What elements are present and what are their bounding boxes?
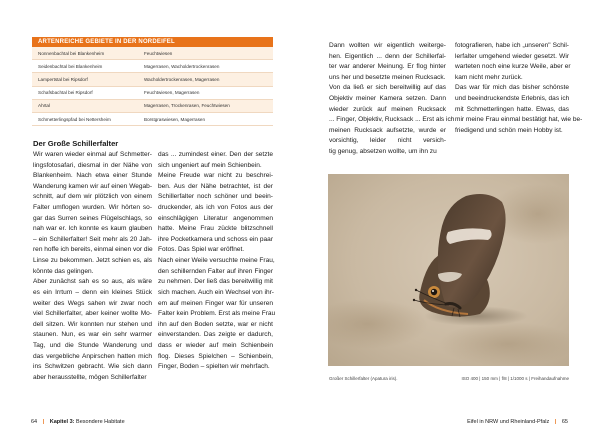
table-cell-habitat: Magerrasen, Wacholdertrockenrasen (144, 63, 220, 69)
butterfly-photo (328, 174, 569, 366)
text-line: lingsfotosafari, diesmal in der Nähe von (33, 161, 152, 169)
table-cell-habitat: Wacholdertrockenrasen, Magerrasen (144, 76, 220, 82)
text-line: einschlägigen Literatur angenommen (158, 214, 273, 222)
text-line: es ein Irrtum – denn ein kleines Stück (33, 288, 152, 296)
table-row (32, 47, 273, 60)
text-line: sich machen. Auch ein Wechsel von ihr- (158, 288, 274, 296)
table-cell-place: Schmetterlingspfad bei Nettersheim (38, 116, 111, 122)
text-line: gar das Surren seines Flügelschlags, so (33, 214, 152, 222)
text-line: druckender, als ich von Fotos aus der (158, 204, 273, 212)
table-cell-place: Nonnenbachtal bei Blankenheim (38, 50, 105, 56)
text-line: aber herausstellte, mögen Schillerfalter (33, 373, 147, 381)
text-line: Von da ließ er sich bereitwillig auf das (329, 84, 446, 92)
article-heading: Der Große Schillerfalter (33, 139, 119, 148)
text-line: – ein Schillerfalter! Seit mehr als 20 Jah- (33, 235, 152, 243)
text-line: Fotos. Das Spiel war eröffnet. (158, 246, 245, 254)
photo-caption: Großer Schillerfalter (Apatura iris). (329, 376, 398, 381)
text-line: Nach einer Weile versuchte meine Frau, (158, 257, 275, 265)
text-line: Tag, und die Stunde Wanderung und (33, 341, 152, 349)
table-body (32, 47, 273, 126)
table-cell-habitat: Magerrasen, Trockenrasen, Feuchtwiesen (144, 103, 230, 109)
text-line: Blankenheim. Nach etwa einer Stunde (33, 172, 152, 180)
text-column-1 (33, 150, 152, 383)
text-line: ihn auf den Boden setzte, war er nicht (158, 320, 273, 328)
text-line: sich ungeniert auf mein Schienbein. (158, 161, 262, 169)
text-line: warteten noch eine kurze Weile, aber er (455, 63, 571, 71)
text-line: ihre Pocketkamera und schoss ein paar (158, 235, 273, 243)
table-title: ARTENREICHE GEBIETE IN DER NORDEIFEL (32, 37, 273, 47)
text-line: das ... zumindest einer. Den der setzte (158, 151, 273, 158)
text-line: Wir waren wieder einmal auf Schmetter- (33, 151, 152, 158)
text-line: das vergebliche Anpirschen hatten mich (33, 352, 152, 360)
text-line: Falter kein Problem. Erst als meine Frau (158, 310, 276, 318)
text-line: staunen. Nun, es war ein sehr warmer (33, 331, 152, 339)
text-line: mir meine Frau einmal bestätigt hat, wie be- (455, 116, 583, 124)
text-line: einverstanden. Das zeigte er dadurch, (158, 331, 273, 339)
page-number-right: 65 (561, 419, 568, 425)
text-column-4 (455, 41, 583, 136)
footer-separator: | (554, 419, 557, 425)
text-line: Das war für mich das bisher schönste (455, 84, 569, 92)
text-line: ins Schwitzen gebracht. Wie sich dann (33, 363, 152, 371)
text-column-2 (158, 150, 276, 373)
text-line: kam nicht mehr zurück. (455, 73, 523, 81)
text-line: ... Finger, Objektiv, Rucksack ... Erst als ich (329, 116, 455, 124)
text-line: dass er wieder auf mein Schienbein (158, 341, 273, 349)
text-line: Aber zunächst sah es so aus, als wäre (33, 278, 152, 286)
text-line: vorsichtig, leider nicht versich- (329, 137, 446, 145)
text-line: ter war anderer Meinung. Er flog hinter (329, 63, 446, 71)
text-line: schnitt, auf dem wir plötzlich von einem (33, 193, 152, 201)
chapter-title: Besondere Habitate (76, 419, 125, 425)
text-line: flog. Dieses Spielchen – Schienbein, (158, 352, 273, 360)
text-line: dell sitzen. Wir konnten nur stehen und (33, 320, 152, 328)
text-line: Falter umflogen wurden. Wir hörten so- (33, 204, 152, 212)
text-line: könnte das gelingen. (33, 267, 94, 275)
text-line: lerfalter umgehend wieder gesetzt. Wir (455, 52, 569, 60)
text-line: und beeindruckendste Erlebnis, das ich (455, 95, 570, 103)
text-line: mit Schmetterlingen hatte. Etwas, das (455, 105, 569, 113)
text-line: ren hoffe ich bereits, einmal einen vor die (33, 246, 153, 254)
text-line: Finger, Boden – spielten wir mehrfach. (158, 363, 270, 371)
table-cell-habitat: Borstgraswiesen, Magerrasen (144, 116, 206, 122)
text-line: Wanderung kamen wir auf einen Wegab- (33, 182, 152, 190)
table-row (32, 113, 273, 126)
text-line: ben. Aus der Nähe betrachtet, ist der (158, 182, 273, 190)
running-title: Eifel in NRW und Rheinland-Pfalz (467, 419, 550, 425)
text-line: tig genug, absetzen wollte, um ihn zu (329, 148, 437, 156)
table-cell-habitat: Feuchtwiesen, Magerrasen (144, 90, 200, 96)
text-line: em auf meinen Finger war für unseren (158, 299, 273, 307)
table-row (32, 60, 273, 73)
text-line: den schillernden Falter auf ihren Finger (158, 267, 273, 275)
text-line: hen. Eigentlich ... denn der Schillerfal- (329, 52, 446, 60)
text-line: weiter des Wegs sahen wir zwar noch (33, 299, 152, 307)
footer-left (31, 419, 125, 425)
text-line: wieder zurück auf meinen Rucksack (329, 105, 446, 113)
text-line: meinen Rucksack aufsetzte, wurde er (329, 126, 446, 134)
table-cell-place: Schafsbachtal bei Ripsdorf (38, 90, 93, 96)
footer-separator: | (42, 419, 45, 425)
habitat-table (32, 37, 273, 126)
table-row (32, 73, 273, 86)
table-row (32, 87, 273, 100)
text-column-3 (329, 41, 455, 158)
page-number-left: 64 (31, 419, 38, 425)
text-line: Schillerfalter noch schöner und beein- (158, 193, 273, 201)
text-line: fotografieren, habe ich „unseren" Schil- (455, 42, 569, 49)
text-line: friedigend und schön mein Hobby ist. (455, 126, 563, 134)
chapter-label: Kapitel 3: (49, 419, 75, 425)
text-line: Meine Freude war nicht zu beschrei- (158, 172, 273, 180)
table-cell-place: Lampertstal bei Ripsdorf (38, 76, 88, 82)
text-line: Linse zu bekommen. Jetzt schien es, als (33, 257, 152, 265)
text-line: viel Schillerfalter, aber keiner wollte Mo- (33, 310, 152, 318)
text-line: nah war er. Ich konnte es kaum glauben (33, 225, 152, 233)
footer-right (467, 419, 568, 425)
text-line: uns her und besetzte meinen Rucksack. (329, 73, 446, 81)
table-cell-place: Seidenbachtal bei Blankenheim (38, 63, 103, 69)
table-cell-place: Ahrtal (38, 103, 51, 109)
text-line: Objektiv meiner Kamera setzen. Dann (329, 95, 446, 103)
photo-exif: ISO 400 | 150 mm | f/8 | 1/1000 s | Freihandaufnahme (461, 376, 569, 381)
text-line: zu nehmen. Der ließ das bereitwillig mit (158, 278, 273, 286)
table-cell-habitat: Feuchtwiesen (144, 50, 173, 56)
text-line: Dann wollten wir eigentlich weiterge- (329, 42, 446, 49)
text-line: hatte. Meine Frau zückte blitzschnell (158, 225, 273, 233)
table-row (32, 100, 273, 113)
